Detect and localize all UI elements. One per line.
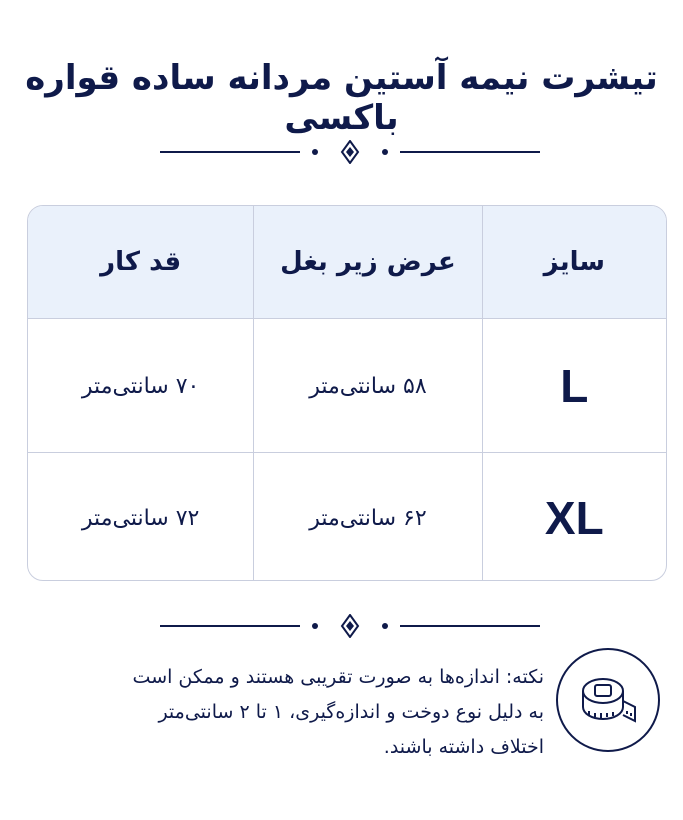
page-title: تیشرت نیمه آستین مردانه ساده قواره باکسی	[25, 58, 658, 138]
divider-ornament-bottom	[160, 614, 540, 638]
note-line: نکته: اندازه‌ها به صورت تقریبی هستند و ممکن است	[132, 666, 544, 688]
divider-ornament-top	[160, 140, 540, 164]
note-line: اختلاف داشته باشند.	[383, 736, 544, 758]
length-value: ۷۲ سانتی‌متر	[81, 505, 200, 531]
length-value: ۷۰ سانتی‌متر	[81, 373, 200, 399]
note-line: به دلیل نوع دوخت و اندازه‌گیری، ۱ تا ۲ سانتی‌متر	[158, 701, 544, 723]
chest-value: ۵۸ سانتی‌متر	[309, 373, 427, 399]
note-text	[60, 660, 544, 765]
size-table	[27, 205, 667, 581]
header-chest: عرض زیر بغل	[253, 206, 481, 318]
size-value: XL	[544, 492, 604, 544]
size-value: L	[560, 360, 589, 412]
table-row	[28, 318, 666, 453]
header-length: قد کار	[100, 247, 182, 277]
chest-value: ۶۲ سانتی‌متر	[309, 505, 427, 531]
header-size: سایز	[482, 206, 666, 318]
measuring-tape-icon	[556, 648, 660, 752]
table-row	[28, 452, 666, 581]
table-header-row	[28, 206, 666, 318]
